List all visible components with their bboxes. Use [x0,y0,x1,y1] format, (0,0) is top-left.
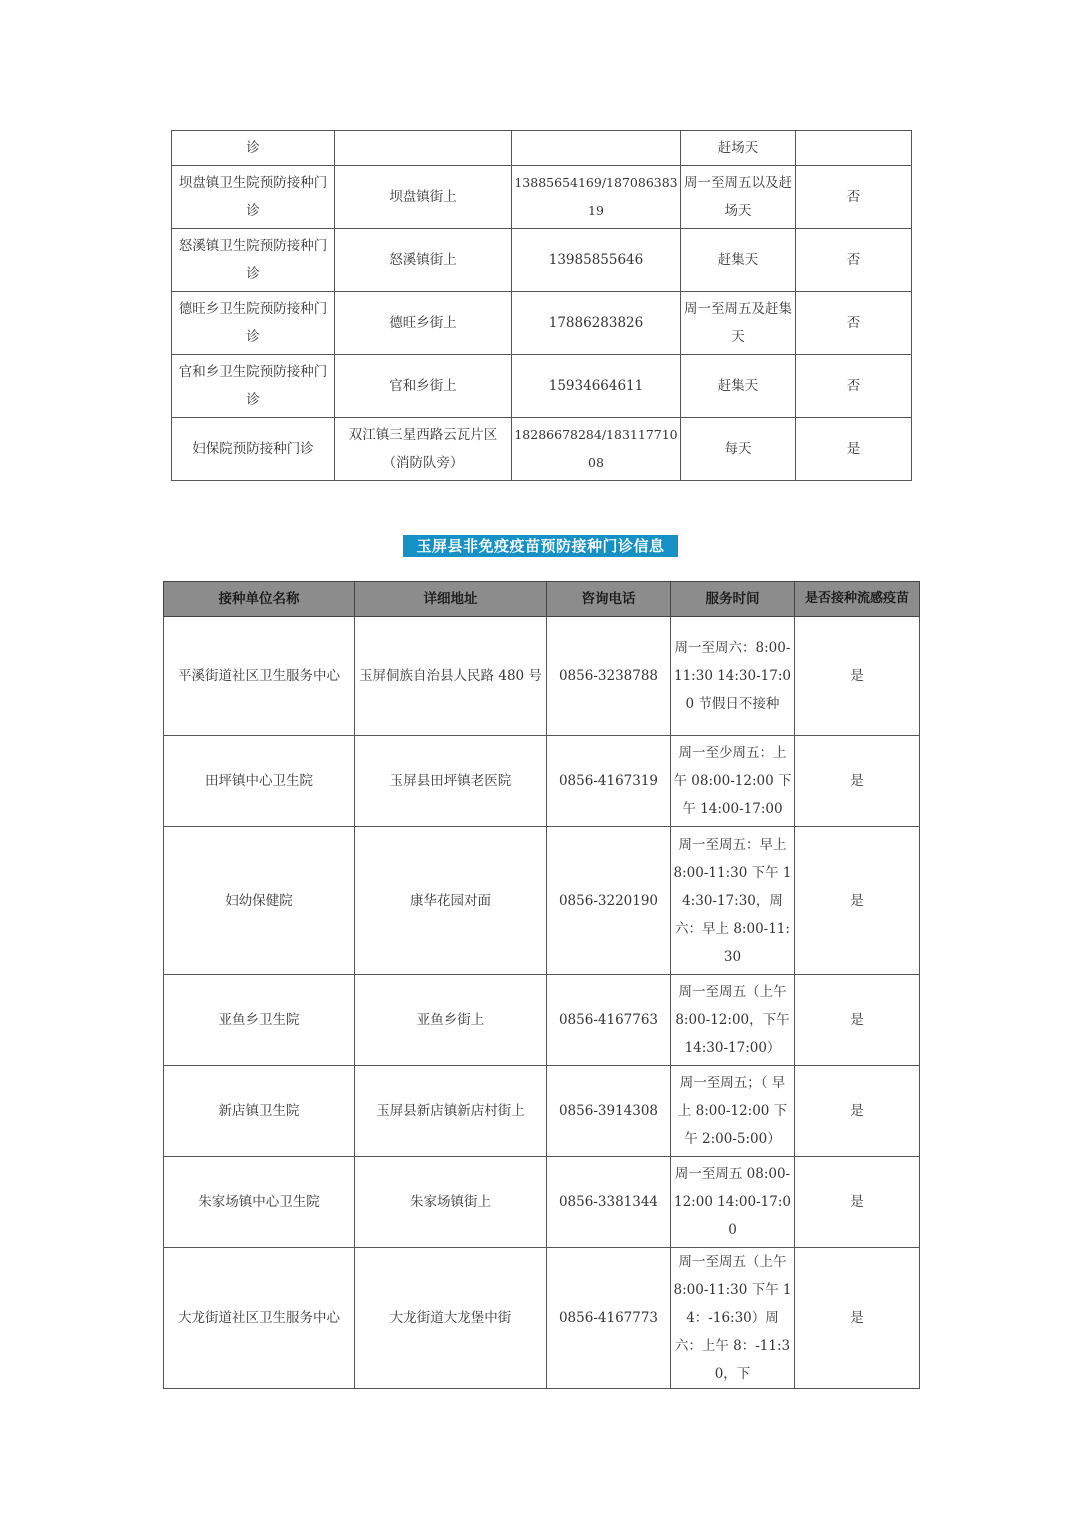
clinic-time: 周一至周五 08:00-12:00 14:00-17:00 [671,1157,795,1248]
clinic-phone: 0856-3238788 [547,617,671,736]
clinic-time: 周一至周五：早上 8:00-11:30 下午 14:30-17:30，周六：早上 8:00-11:30 [671,827,795,975]
table-row [172,355,912,418]
header-name: 接种单位名称 [164,582,355,617]
clinic-name: 新店镇卫生院 [164,1066,355,1157]
table-row [172,131,912,166]
table-row [164,1066,920,1157]
clinic-address: 康华花园对面 [355,827,547,975]
clinic-time: 赶场天 [681,131,796,166]
clinic-address: 德旺乡街上 [335,292,512,355]
clinic-address: 亚鱼乡街上 [355,975,547,1066]
table-row [172,418,912,481]
clinic-address [335,131,512,166]
clinic-phone: 0856-3914308 [547,1066,671,1157]
clinic-name: 德旺乡卫生院预防接种门诊 [172,292,335,355]
clinic-address: 玉屏县新店镇新店村街上 [355,1066,547,1157]
clinic-phone: 15934664611 [512,355,681,418]
clinic-time: 赶集天 [681,355,796,418]
clinic-address: 朱家场镇街上 [355,1157,547,1248]
clinic-address: 坝盘镇街上 [335,166,512,229]
header-phone: 咨询电话 [547,582,671,617]
clinic-flu: 是 [796,418,912,481]
header-flu: 是否接种流感疫苗 [795,582,920,617]
clinic-flu: 是 [795,975,920,1066]
clinic-time: 周一至周五及赶集天 [681,292,796,355]
clinic-flu: 否 [796,166,912,229]
clinic-flu: 否 [796,355,912,418]
table-row [164,975,920,1066]
clinic-flu: 否 [796,292,912,355]
clinic-name: 妇保院预防接种门诊 [172,418,335,481]
non-immunization-vaccine-table [163,581,920,1389]
section-title: 玉屏县非免疫疫苗预防接种门诊信息 [403,535,678,557]
clinic-flu: 是 [795,1066,920,1157]
clinic-name: 平溪街道社区卫生服务中心 [164,617,355,736]
table-row [172,166,912,229]
clinic-flu: 是 [795,1248,920,1389]
table-row [164,617,920,736]
clinic-name: 诊 [172,131,335,166]
clinic-flu: 是 [795,617,920,736]
clinic-flu: 否 [796,229,912,292]
clinic-address: 双江镇三星西路云瓦片区（消防队旁） [335,418,512,481]
clinic-phone: 13985855646 [512,229,681,292]
table-row [164,736,920,827]
clinic-time: 赶集天 [681,229,796,292]
clinic-phone: 0856-4167773 [547,1248,671,1389]
clinic-time: 周一至周六：8:00-11:30 14:30-17:00 节假日不接种 [671,617,795,736]
clinic-time: 周一至少周五：上午 08:00-12:00 下午 14:00-17:00 [671,736,795,827]
clinic-time: 周一至周五以及赶场天 [681,166,796,229]
header-address: 详细地址 [355,582,547,617]
clinic-time: 周一至周五（上午 8:00-11:30 下午 14：-16:30）周六：上午 8：-11:30，下 [671,1248,795,1389]
clinic-flu: 是 [795,1157,920,1248]
clinic-name: 大龙街道社区卫生服务中心 [164,1248,355,1389]
clinic-address: 玉屏侗族自治县人民路 480 号 [355,617,547,736]
clinic-name: 怒溪镇卫生院预防接种门诊 [172,229,335,292]
clinic-name: 朱家场镇中心卫生院 [164,1157,355,1248]
clinic-time: 每天 [681,418,796,481]
clinic-phone: 0856-3381344 [547,1157,671,1248]
clinic-address: 大龙街道大龙堡中街 [355,1248,547,1389]
table-header-row [164,582,920,617]
clinic-phone [512,131,681,166]
table-row [164,827,920,975]
clinic-phone: 18286678284/18311771008 [512,418,681,481]
clinic-address: 玉屏县田坪镇老医院 [355,736,547,827]
clinic-phone: 0856-4167763 [547,975,671,1066]
clinic-time: 周一至周五；（ 早上 8:00-12:00 下午 2:00-5:00） [671,1066,795,1157]
table-row [164,1157,920,1248]
table-row [172,229,912,292]
clinic-flu [796,131,912,166]
clinic-name: 亚鱼乡卫生院 [164,975,355,1066]
clinic-phone: 13885654169/18708638319 [512,166,681,229]
clinic-address: 官和乡街上 [335,355,512,418]
clinic-name: 妇幼保健院 [164,827,355,975]
clinic-phone: 17886283826 [512,292,681,355]
clinic-phone: 0856-4167319 [547,736,671,827]
clinic-time: 周一至周五（上午 8:00-12:00，下午 14:30-17:00） [671,975,795,1066]
table-row [164,1248,920,1389]
clinic-name: 坝盘镇卫生院预防接种门诊 [172,166,335,229]
clinic-table-continued [171,130,912,481]
clinic-phone: 0856-3220190 [547,827,671,975]
clinic-address: 怒溪镇街上 [335,229,512,292]
header-time: 服务时间 [671,582,795,617]
clinic-name: 田坪镇中心卫生院 [164,736,355,827]
clinic-flu: 是 [795,736,920,827]
table-row [172,292,912,355]
clinic-name: 官和乡卫生院预防接种门诊 [172,355,335,418]
clinic-flu: 是 [795,827,920,975]
